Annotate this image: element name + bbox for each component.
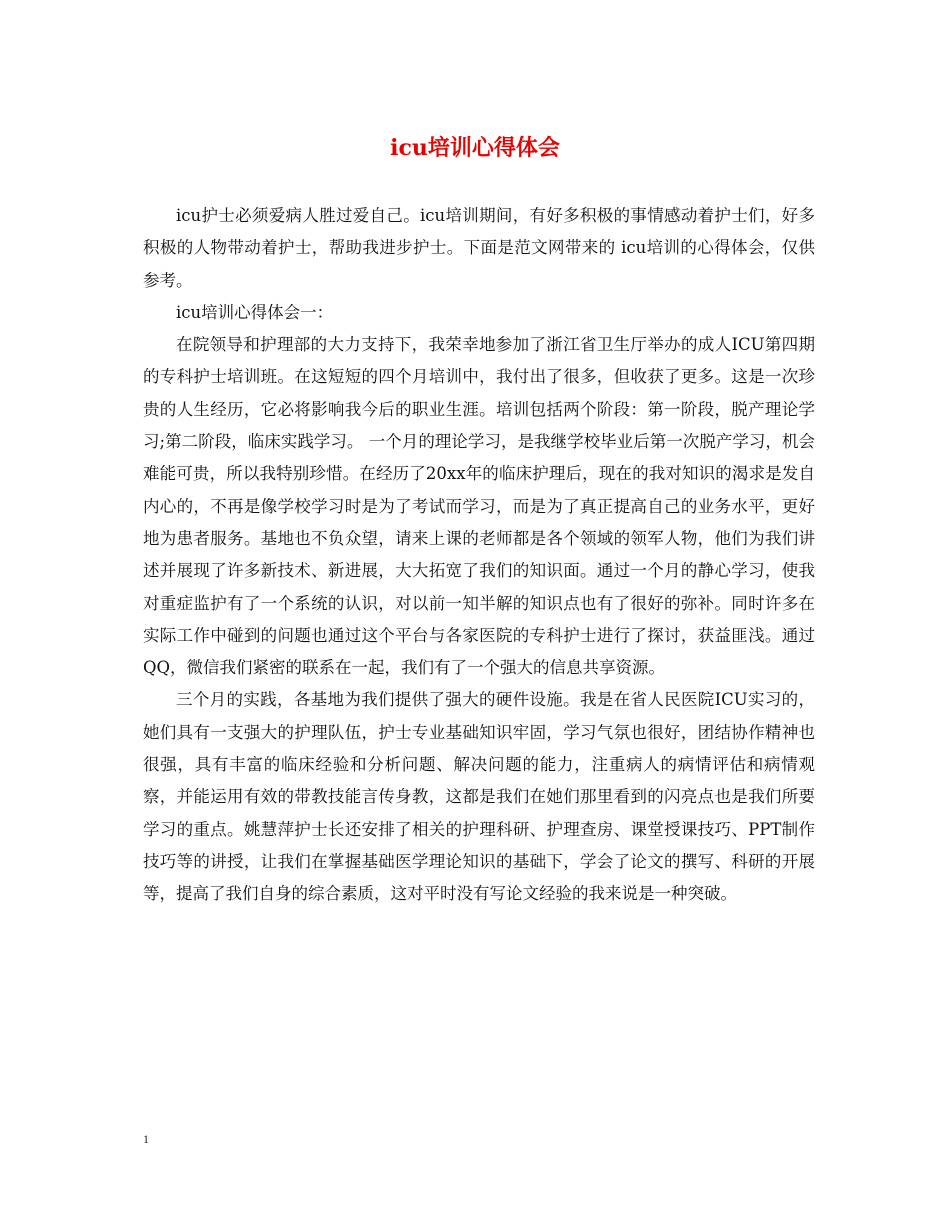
page-number: 1 xyxy=(143,1132,149,1146)
document-title: icu培训心得体会 xyxy=(390,135,560,161)
body-paragraph-2: 三个月的实践，各基地为我们提供了强大的硬件设施。我是在省人民医院ICU实习的，她们具有一支强大的护理队伍，护士专业基础知识牢固，学习气氛也很好，团结协作精神也很强，具有丰富的临床经验和分析问题、解决问题的能力，注重病人的病情评估和病情观察，并能运用有效的带教技能言传身教，这都是我们在她们那里看到的闪亮点也是我们所要学习的重点。姚慧萍护士长还安排了相关的护理科研、护理查房、课堂授课技巧、PPT制作技巧等的讲授，让我们在掌握基础医学理论知识的基础下，学会了论文的撰写、科研的开展等，提高了我们自身的综合素质，这对平时没有写论文经验的我来说是一种突破。 xyxy=(143,690,815,904)
intro-paragraph: icu护士必须爱病人胜过爱自己。icu培训期间，有好多积极的事情感动着护士们，好多积极的人物带动着护士，帮助我进步护士。下面是范文网带来的 icu培训的心得体会，仅供参考。 xyxy=(143,206,815,290)
document-body xyxy=(143,200,815,911)
body-paragraph-1: 在院领导和护理部的大力支持下，我荣幸地参加了浙江省卫生厅举办的成人ICU第四期的专科护士培训班。在这短短的四个月培训中，我付出了很多，但收获了更多。这是一次珍贵的人生经历，它必将影响我今后的职业生涯。培训包括两个阶段：第一阶段，脱产理论学习;第二阶段，临床实践学习。 一个月的理论学习，是我继学校毕业后第一次脱产学习，机会难能可贵，所以我特别珍惜。在经历了20xx年的临床护理后，现在的我对知识的渴求是发自内心的，不再是像学校学习时是为了考试而学习，而是为了真正提高自己的业务水平，更好地为患者服务。基地也不负众望，请来上课的老师都是各个领域的领军人物，他们为我们讲述并展现了许多新技术、新进展，大大拓宽了我们的知识面。通过一个月的静心学习，使我对重症监护有了一个系统的认识，对以前一知半解的知识点也有了很好的弥补。同时许多在实际工作中碰到的问题也通过这个平台与各家医院的专科护士进行了探讨，获益匪浅。通过QQ，微信我们紧密的联系在一起，我们有了一个强大的信息共享资源。 xyxy=(143,335,815,678)
section-heading: icu培训心得体会一： xyxy=(176,302,334,322)
